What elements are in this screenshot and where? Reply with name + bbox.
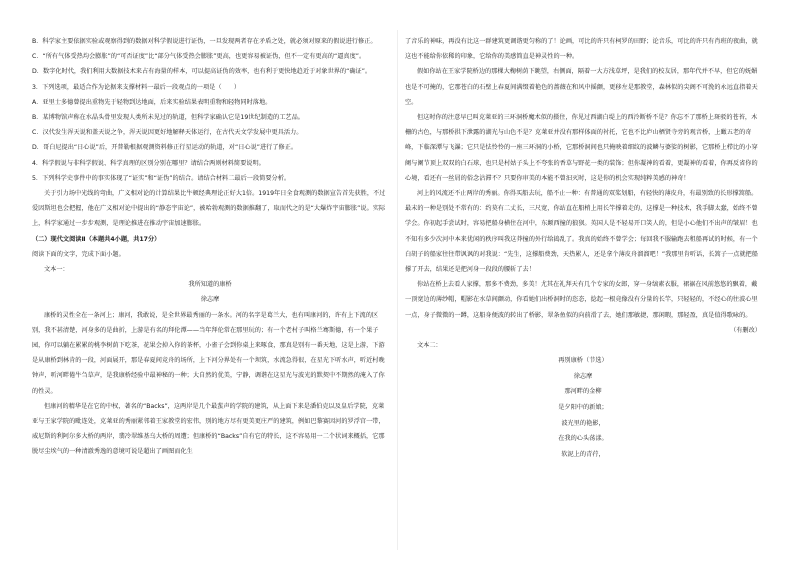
question-4: 4．科学假说与非科学假说、科学真理的区别分别在哪里？请结合两则材料简要说明。 [32,159,265,167]
article-paragraph: 但康河的精华是在它的中权，著名的“Backs”，这两岸是几个最蜚声的学院的建筑，从上面下来是潘伯克以及皇后学院，克莱亚与王家学院的毗连处，克莱亚的秀丽紧邻着王家教堂的宏伟，别的地方尽有更美更庄严的建筑，例如巴黎赛因河的罗浮宫一带，威尼斯的利阿尔多大桥的两岸，翡冷翠维基乌大桥的周遭；但康桥的“Backs”自有它的特长，这不容易用一二个状词来概括，它那脱尽尘埃气的一种清澈秀逸的意境可说是超出了画图而化生 [32,402,385,456]
text2-label: 文本二： [417,342,442,350]
article-paragraph: 假如你站在王家学院桥边的那棵大椈树荫下眺望，右侧面，隔着一大方浅草坪，是我们的校友居，那年代并不早，但它的妩媚也是不可掩的，它那苍白的石壁上春夏间满缀着艳色的蔷薇在和风中摇颤，更移左是那教堂，森林似的尖阁不可浼的永远直指着天空。 [405,68,758,106]
source-note: （有删改） [730,326,761,334]
article-paragraph: 了音乐的神味，再没有比这一群建筑更调谐更匀称的了！论画，可比的许只有柯罗的田野；论音乐，可比的许只有肖班的夜曲，就这也不能给你依稀的印象，它给你的美感简直是神灵性的一种。 [405,38,758,61]
poem-line: 是夕阳中的新娘； [558,404,608,412]
text1-label: 文本一： [44,266,69,274]
article-paragraph: 你站在桥上去看人家撑，那多不费劲，多美！尤其在礼拜天有几个专家的女郎，穿一身缟素衣服，裙裾在风前悠悠的飘着，戴一顶宽边的薄纱帽，帽影在水草间颤动，你看她们出桥洞时的恣态，捻起一根竟像没有分量的长竿，只轻轻的，不经心的往波心里一点，身子微微的一蹲，这船身便波的转出了桥影，翠条鱼似的向前滑了去，她们那敏捷，那闲暇，那轻盈，真是值得歌咏的。 [405,281,758,319]
poem-line: 软泥上的青荇， [561,450,605,458]
article-paragraph: 河上的风流还不止两岸的秀丽。你得买船去玩，船不止一种：有普通的双桨划船，有轻快的薄皮舟，有最别致的长形撑篙船。最末的一种是别处不常有的：约莫有二丈长，三尺宽，你站直在船梢上用长竿撑着走的，这撑是一种技术，我手脚太蠢，始终不曾学会。你初起手尝试时，容易把船身横住在河中，东颠西撞的狼狈。英国人是不轻易开口笑人的，但是小心他们不出声的皱眉！也不知有多少次河中本来优闲的秩序叫我这莽撞的外行给捣乱了。我真的始终不曾学会；每回我不服输跑去租船再试的时候，有一个白胡子的船家往往带讽讽的对我说：“先生，这撑船费劲，天热累人，还是拿个薄皮舟溜溜吧！”我那里肯听话，长篙子一点就把船撑了开去，结果还是把河身一段段的腰斩了去！ [405,190,758,274]
section-heading: （二）现代文阅读Ⅱ（本题共4小题，共17分） [32,235,161,243]
option-b-q2: B．科学家主要依据实验或观察得到的数据对科学假说进行证伪，一旦发现两者存在矛盾之处，就必须对原来的假说进行修正。 [32,38,377,45]
poem-line: 那河畔的金柳 [564,388,602,396]
article-paragraph: 康桥的灵性全在一条河上；康河，我敢说，是全世界最秀丽的一条水。河的名字是葛兰大，也有叫康河的，许有上下流的区别，我不甚清楚，河身多的是曲折，上游是有名的拜伦潭——当年拜伦常在那里玩的；有一个老村子叫格兰骞斯德，有一个果子园，你可以躺在累累的桃李树荫下吃茶，花果会掉入你的茶杯，小雀子会到你桌上来啄食，那真是别有一番天地，这是上游，下游是从康桥到林肯的一段，河面展开，那是春夏间竞舟的场所，上下河分界处有一个坝筑，水流急得很，在星光下听水声，听近村晚钟声，听河畔倦牛刍草声，是我康桥经验中最神秘的一种；大自然的优美，宁静，调谐在这星光与波光的默契中不期然的淹入了你的性灵。 [32,311,385,395]
question-5: 5．下列科学史事件中的事实体现了“证实”和“证伪”的结合。请结合材料二最后一段简要分析。 [32,174,291,182]
reading-instruction: 阅读下面的文字，完成下面小题。 [32,250,125,258]
article-author: 徐志摩 [200,296,220,304]
option-a-q3: A．亚里士多德曾提出重物先于轻物到达地面，后来实验结果表明重物和轻物同时落地。 [32,98,272,106]
article-paragraph: 但这时你的注意早已叫克莱亚的三环洞桥魔术似的摄住，你见过西湖白堤上的西泠断桥不是？你忘不了那桥上斑驳的苍苔，木栅的古色，与那桥拱下泄露的湖光与山色不是？克莱亚并没有那样体面的衬托，它也不比庐山栖贤寺旁的观音桥，上瞰五老的奇峰，下临深潭与飞瀑；它只是怯怜怜的一座三环洞的小桥，它那桥洞间也只掩映着细纹的波鳞与婆娑的树影，它那桥上栉比的小穿阑与阑节顶上双双的白石球，也只是村姑子头上不夸张的香草与野花一类的装饰；但你凝神的看着，更凝神的看着，你再反省你的心境，看还有一丝屑的俗念沾滞不？只要你审美的本能不曾汩灭时，这是你的机会实现纯粹美感的神奇！ [405,114,758,182]
poem-title: 再别康桥（节选） [558,357,608,365]
right-column [405,34,761,462]
article-title: 我所知道的康桥 [188,281,232,289]
option-b-q3: B．某博物馆声称在水晶头骨里发现人类所未见过的轨道，但科学家确认它是19世纪制造的工艺品。 [32,114,304,122]
column-divider [397,30,398,550]
option-d-q2: D．数字化时代，我们利用大数据技术来占有海量的样本，可以提高证伪的效率，也有利于更快地趋近于对象世界的“确证”。 [32,68,372,76]
poem-line: 波光里的艳影， [561,419,605,427]
option-c-q2: C．“所有气体受热均会膨胀”的“可否证度”比“部分气体受热会膨胀”更高，也更容易被证伪，但不一定有更高的“逼真度”。 [32,53,366,61]
poem-author: 徐志摩 [573,372,593,380]
poem-line: 在我的心头荡漾。 [558,435,608,443]
question-3: 3．下列选项，最适合作为论据来支撑材料一最后一段观点的一项是（ ） [32,83,241,91]
option-c-q3: C．汉代发生浑天说和盖天说之争，浑天说因更好地解释天体运行，在古代天文学发展中更具活力。 [32,129,303,137]
question-5-material: 关于引力场中光线的弯曲，广义相对论的计算结果比牛顿经典理论正好大1倍。1919年日全食观测的数据宣告首先获胜，不过爱因斯坦也会把握，他在广义相对论中提出的“静态宇宙论”，被哈勃观测的数据推翻了，取而代之的是“大爆炸宇宙膨胀”说。实际上，科学家通过一步步观测，是理论推进在推动宇宙加速膨胀。 [32,190,386,228]
left-column [32,34,388,460]
option-d-q3: D．哥白尼提出“日心说”后，开普勒根据观测资料修正行星运动的轨道，对“日心说”进行了修正。 [32,144,298,152]
